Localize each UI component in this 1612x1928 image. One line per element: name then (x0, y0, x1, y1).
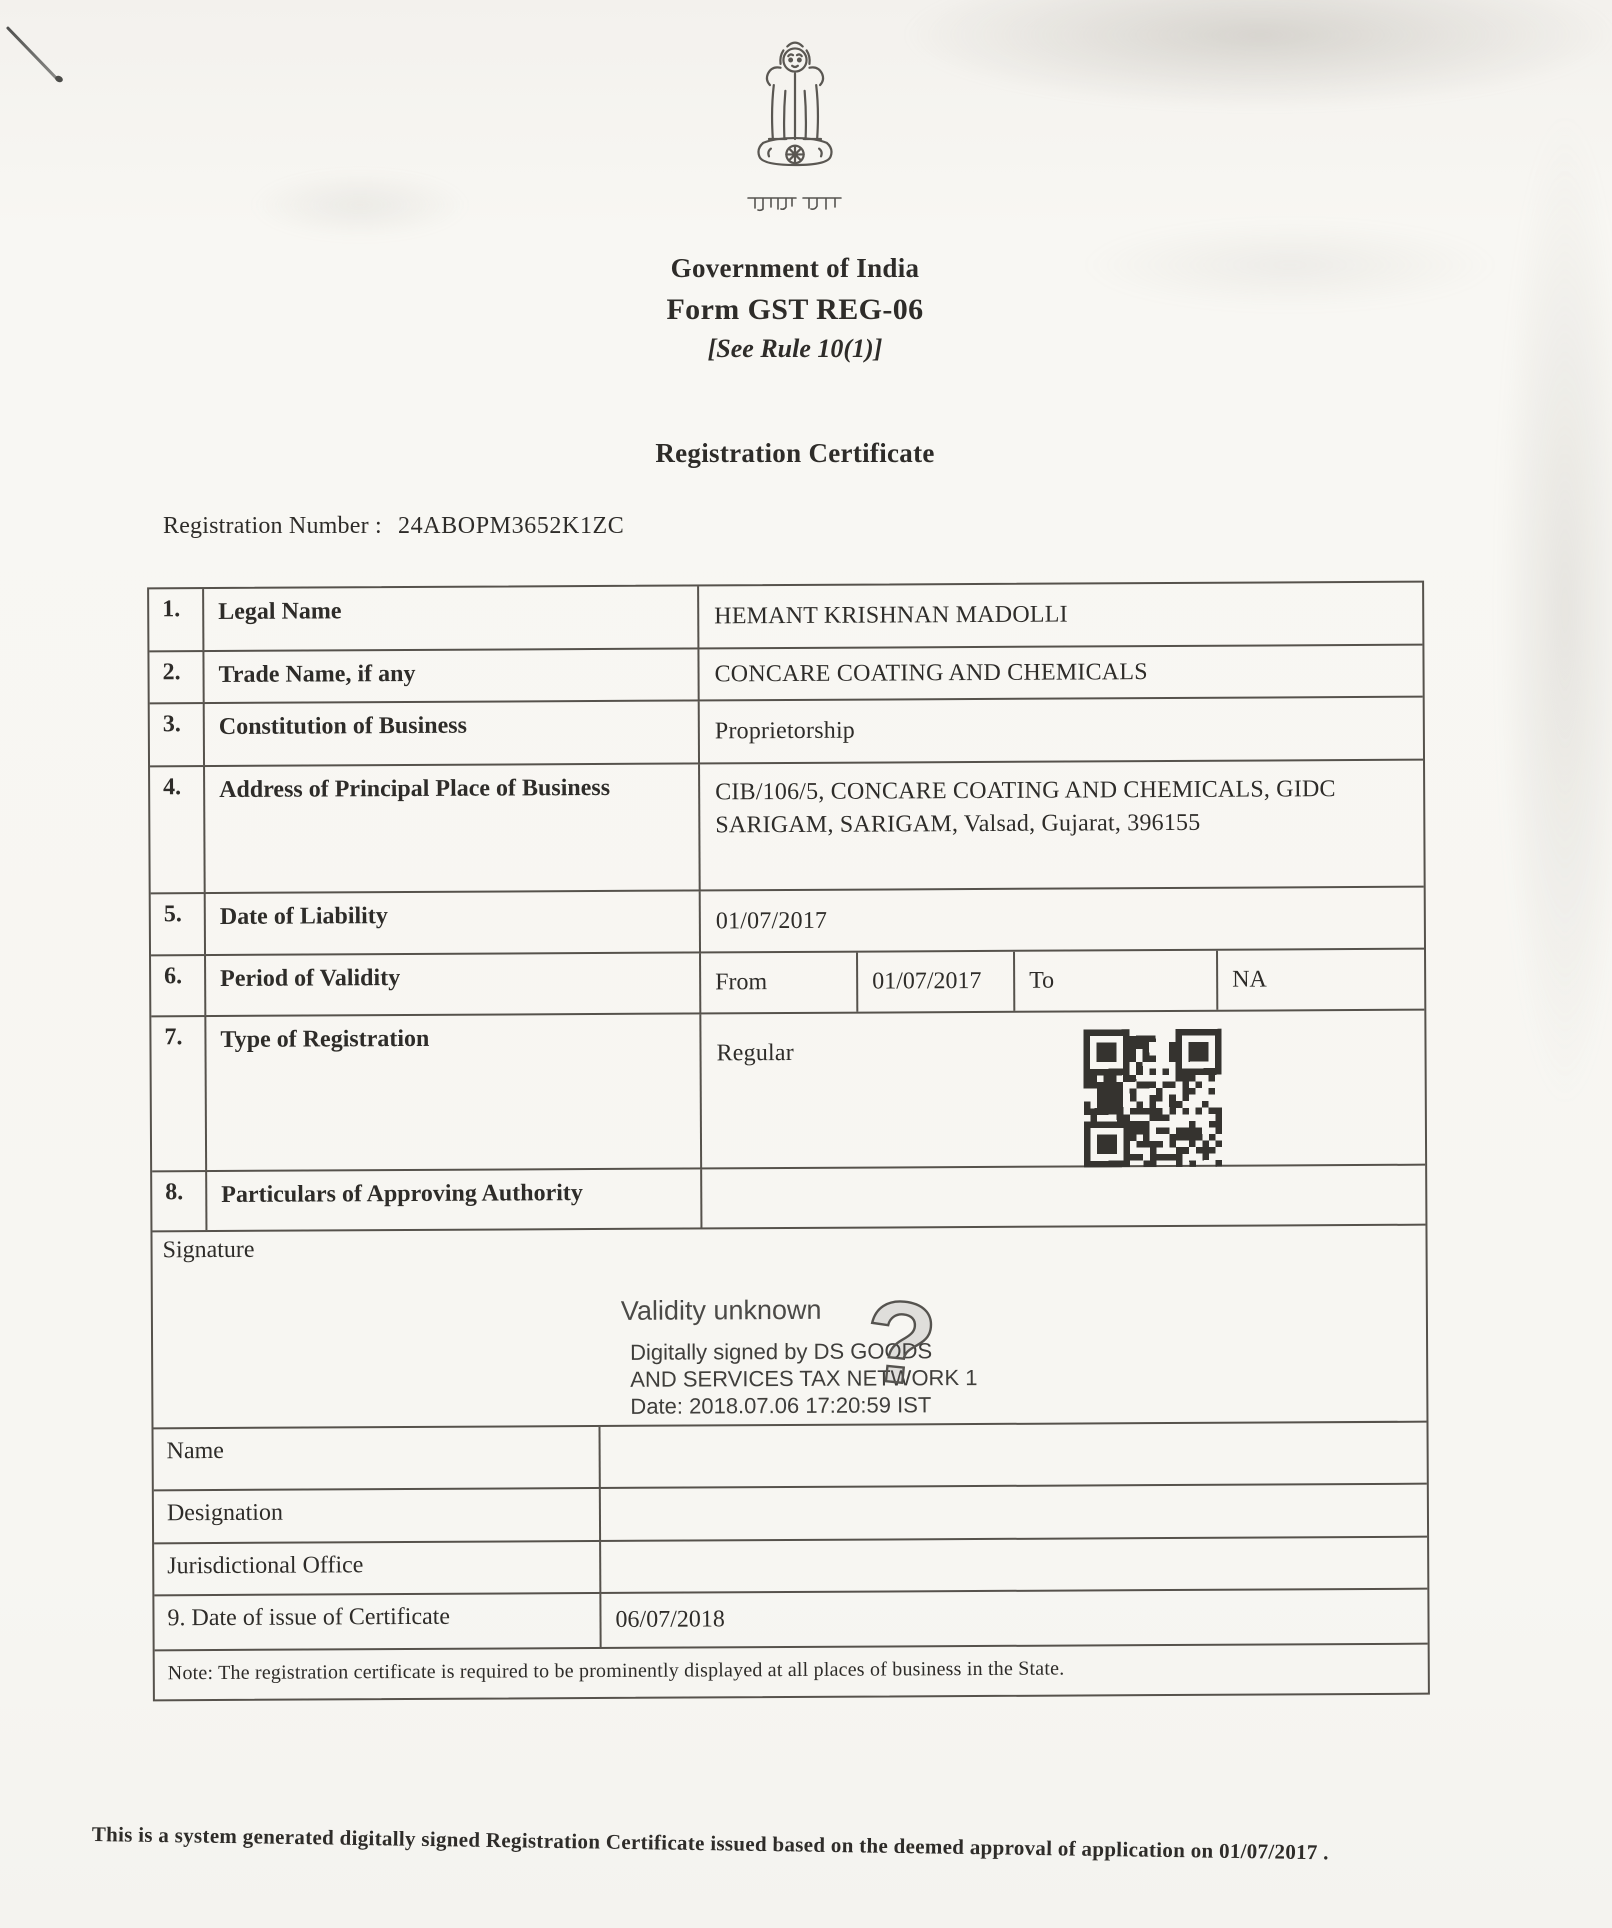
row-number: 4. (150, 767, 206, 892)
row-value (601, 1538, 1427, 1592)
registration-number-value: 24ABOPM3652K1ZC (398, 513, 625, 539)
table-row-trade-name (149, 646, 1422, 705)
row-label: Designation (154, 1489, 601, 1542)
row-value (702, 1166, 1425, 1228)
row-label: Constitution of Business (205, 701, 700, 765)
emblem-motto-text (848, 0, 849, 1)
row-number: 1. (149, 589, 204, 650)
validity-to-label: To (1015, 951, 1218, 1011)
signature-signed-by-line1: Digitally signed by DS GOODS (630, 1338, 933, 1365)
table-row-constitution (150, 698, 1423, 768)
table-row-designation (154, 1485, 1427, 1545)
registration-number-line (163, 513, 624, 540)
row-label: Period of Validity (206, 953, 701, 1015)
emblem-motto-icon (745, 193, 845, 213)
table-row-address (150, 761, 1424, 895)
row-value: HEMANT KRISHNAN MADOLLI (714, 601, 1068, 630)
row-label: Address of Principal Place of Business (205, 764, 701, 892)
registration-number-label: Registration Number : (163, 513, 382, 539)
national-emblem-icon (742, 40, 848, 186)
signature-date-line: Date: 2018.07.06 17:20:59 IST (630, 1392, 932, 1419)
certificate-title: Registration Certificate (655, 438, 935, 468)
row-number: 2. (149, 652, 204, 702)
row-value: CONCARE COATING AND CHEMICALS (714, 658, 1148, 687)
signature-signed-by-line2: AND SERVICES TAX NETWORK 1 (630, 1365, 978, 1392)
row-number: 3. (150, 704, 205, 765)
row-value (601, 1485, 1427, 1540)
row-label: Date of Liability (206, 891, 701, 954)
validity-to-value: NA (1232, 966, 1267, 993)
row-label: 9. Date of issue of Certificate (154, 1594, 601, 1649)
row-number: 8. (152, 1172, 207, 1230)
row-label: Jurisdictional Office (154, 1542, 601, 1594)
validity-from-label: From (701, 953, 858, 1013)
table-row-note (155, 1645, 1428, 1700)
registration-table (147, 581, 1430, 1702)
table-row-jurisdictional-office (154, 1538, 1427, 1597)
row-label: Trade Name, if any (204, 649, 699, 702)
qr-code-svg (1073, 1029, 1232, 1168)
row-value: 06/07/2018 (615, 1606, 725, 1633)
row-value: Regular (716, 1039, 794, 1067)
row-label: Type of Registration (206, 1014, 702, 1170)
note-text: Note: The registration certificate is required to be prominently displayed at all places of business in the State. (167, 1657, 1065, 1685)
table-row-name (154, 1423, 1427, 1492)
question-mark-icon: ? (858, 1274, 943, 1411)
table-row-type-of-registration (151, 1011, 1425, 1173)
signature-validity-status: Validity unknown (620, 1294, 822, 1326)
rule-reference: [See Rule 10(1)] (707, 334, 883, 363)
signature-label: Signature (162, 1236, 255, 1264)
signature-row (152, 1226, 1426, 1430)
table-row-period-of-validity (151, 950, 1424, 1018)
validity-from-value: 01/07/2017 (858, 952, 1015, 1012)
table-row-legal-name (149, 583, 1422, 653)
table-row-date-of-issue (154, 1590, 1427, 1652)
qr-code-icon (1073, 1029, 1232, 1168)
row-value (600, 1423, 1426, 1487)
row-value: CIB/106/5, CONCARE COATING AND CHEMICALS, GIDC SARIGAM, SARIGAM, Valsad, Gujarat, 396155 (715, 776, 1336, 839)
row-number: 7. (151, 1017, 207, 1170)
table-row-approving-authority (152, 1166, 1425, 1233)
row-number: 6. (151, 956, 206, 1015)
row-value: 01/07/2017 (715, 907, 828, 934)
table-row-date-of-liability (151, 888, 1424, 957)
government-title: Government of India (670, 253, 920, 283)
row-label: Legal Name (204, 586, 699, 650)
document-header (0, 0, 1590, 364)
form-title: Form GST REG-06 (666, 293, 924, 326)
row-value: Proprietorship (714, 717, 856, 745)
footer-text: This is a system generated digitally signed Registration Certificate issued based on the deemed approval of application on 01/07/2017 . (91, 1822, 1329, 1865)
row-label: Particulars of Approving Authority (207, 1169, 702, 1230)
row-label: Name (154, 1427, 601, 1489)
row-number: 5. (151, 894, 206, 954)
